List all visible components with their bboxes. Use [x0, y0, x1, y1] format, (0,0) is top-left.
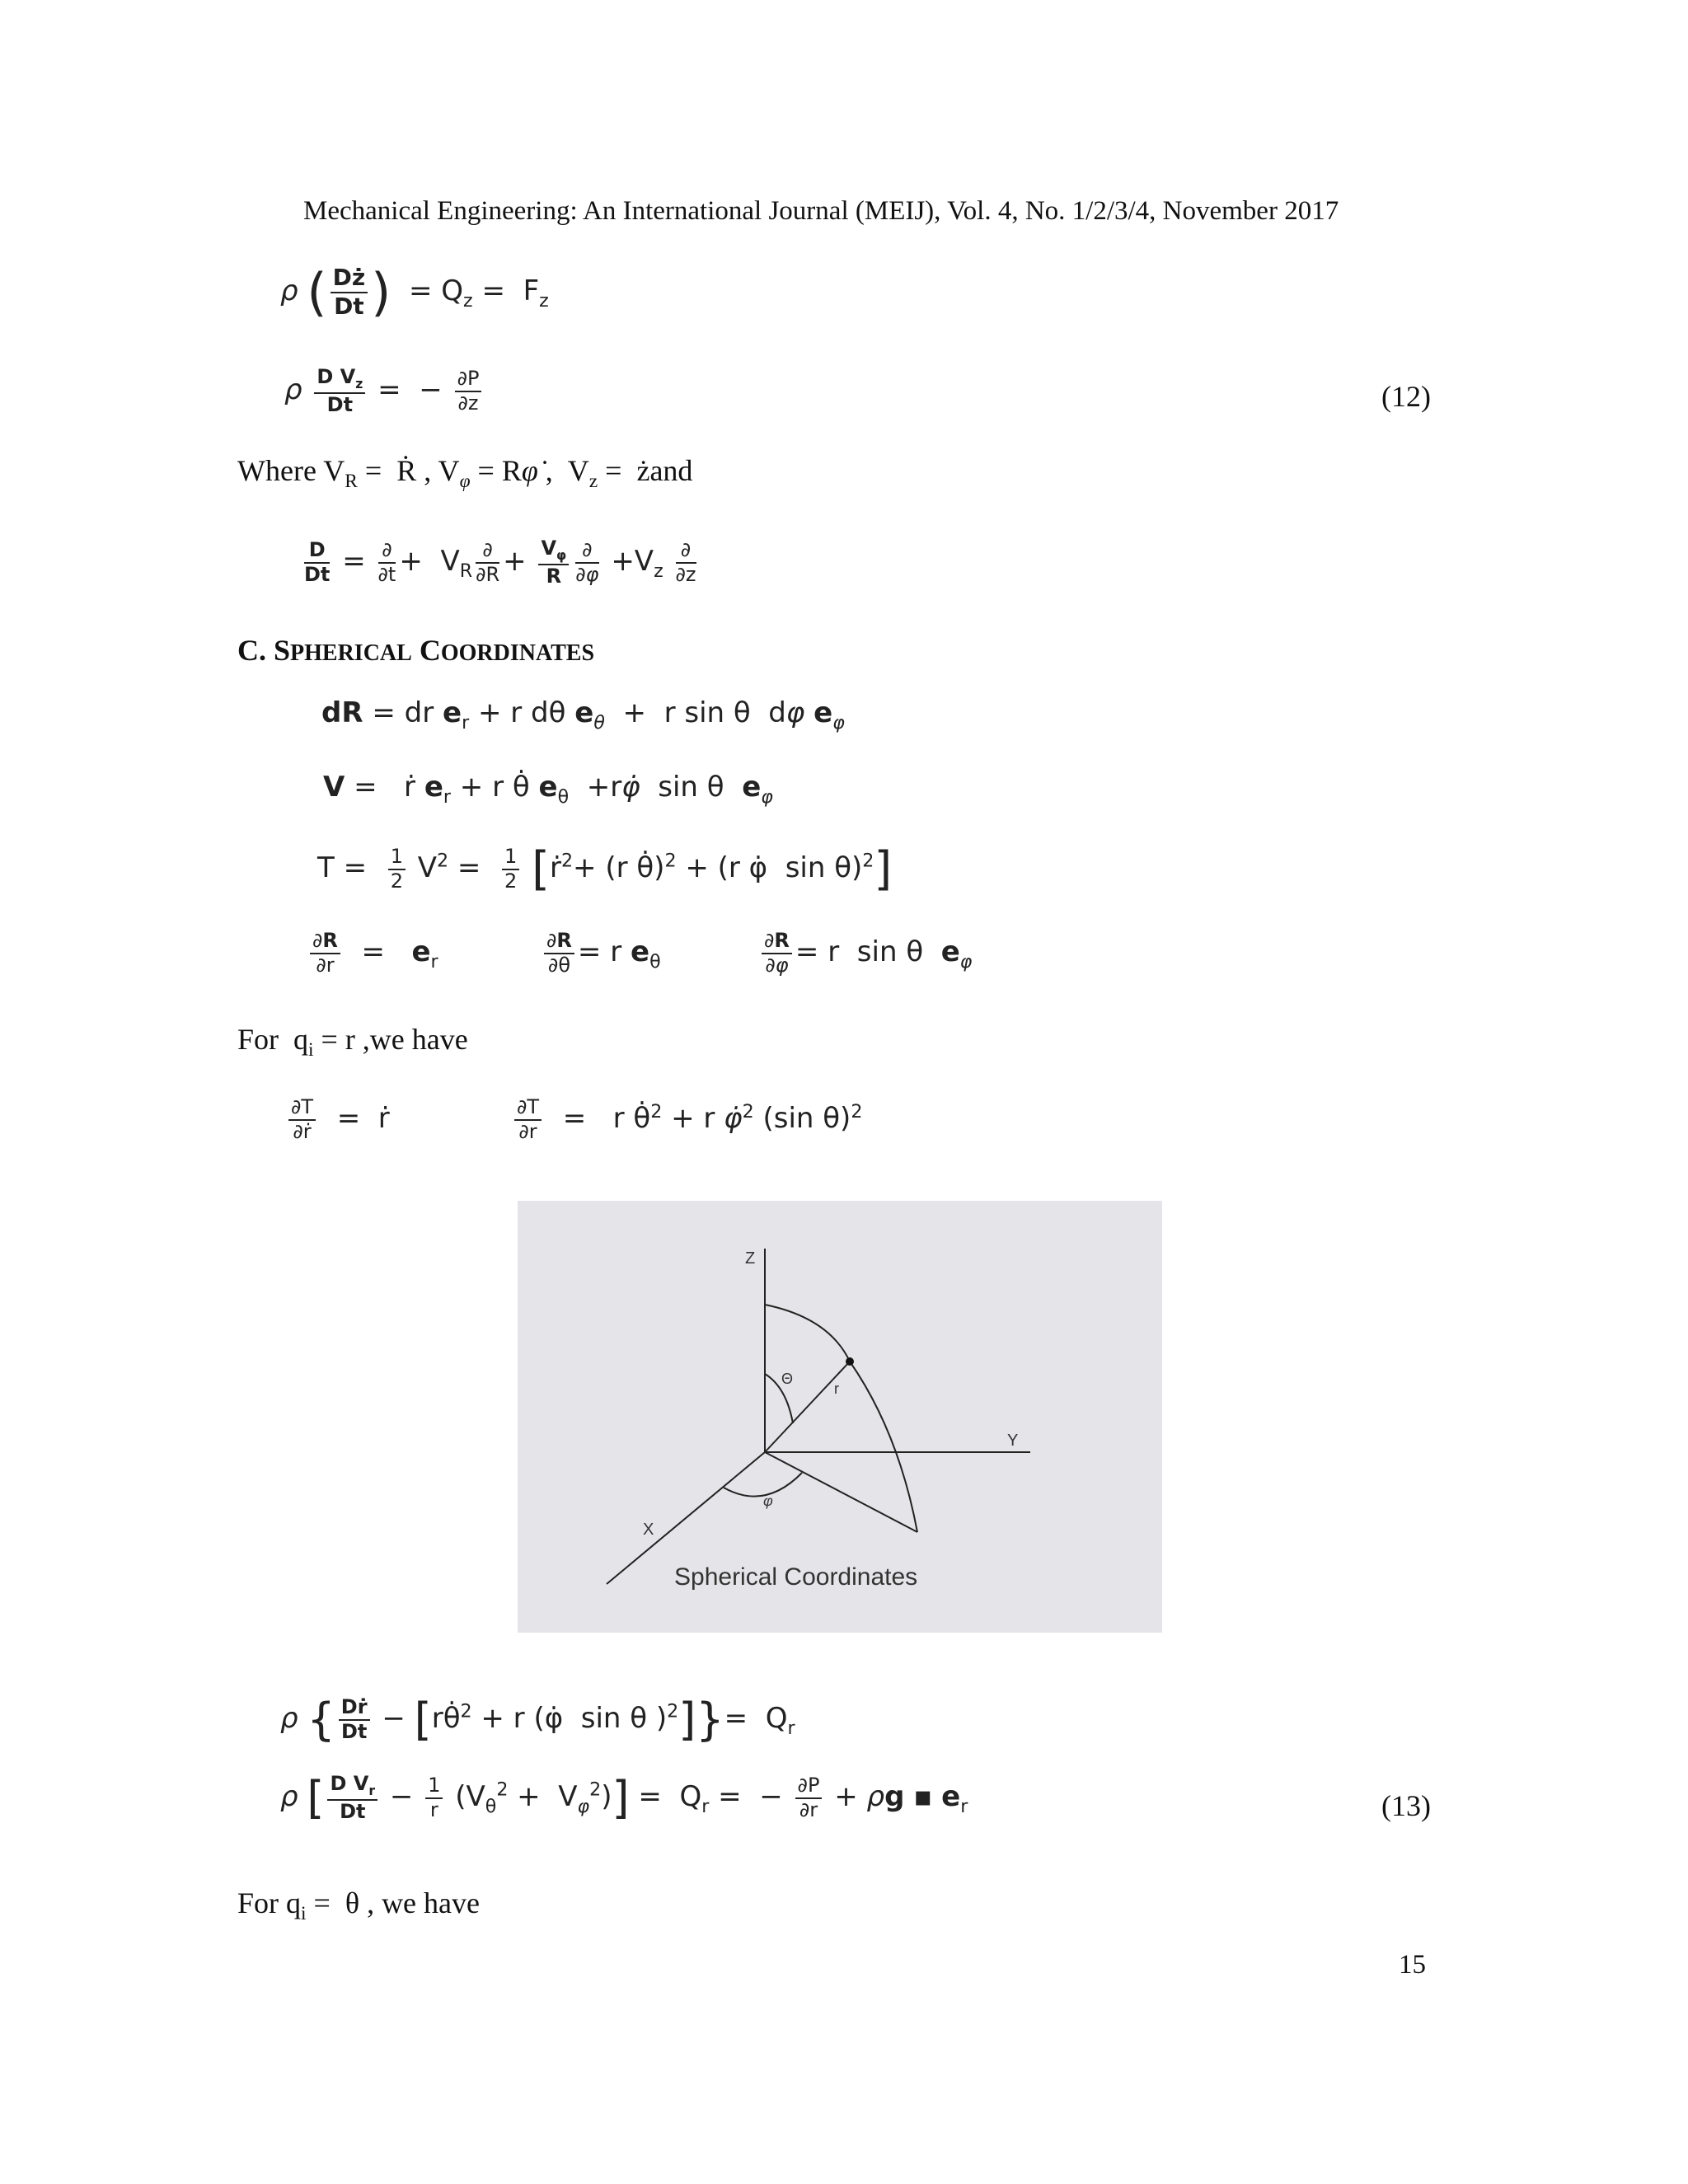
equation-partial-T-r: $\frac{\partial T}{\partial r}$ = r θ̇$^2$ + r φ̇$^2$ (sin θ)$^2$: [511, 1096, 862, 1143]
equation-radial-momentum-1: ρ { $\frac{\text{Dṙ}}{Dt}$ − [rθ̇$^2$ + r (φ̇ sin θ )$^2]\}= Q_r$: [280, 1694, 795, 1746]
spherical-coordinates-figure: [518, 1201, 1162, 1633]
material-derivative-cylindrical: $\frac{D}{Dt}$ = $\frac{\partial}{\partial t}$ + $V_R$ $\frac{\partial}{\partial R}$ + $\frac{V_\varphi}{R}$ $\frac{\partial}{\partial\varphi}$ $+V_z$ $\frac{\partial}{\partial z}$: [304, 537, 696, 588]
for-qi-theta: For $q_i = \theta$ , we have: [237, 1886, 480, 1925]
equation-partial-R-r: $\frac{\partial R}{\partial r}$ = $e_r$: [307, 930, 438, 977]
equation-partial-R-theta: $\frac{\partial R}{\partial\theta}$ = r $e_\theta$: [541, 930, 661, 977]
phi-label: φ: [763, 1493, 773, 1509]
z-axis-label: Z: [745, 1249, 756, 1268]
sphere-arc: [765, 1305, 917, 1532]
equation-partial-R-phi: $\frac{\partial R}{\partial\varphi}$ = r sin θ $e_\varphi$: [758, 930, 972, 977]
equation-12: ρ $\frac{D V_z}{Dt}$ = − $\frac{\partial P}{\partial z}$: [284, 366, 485, 416]
x-axis-label: X: [643, 1521, 654, 1539]
equation-13: ρ [ $\frac{D V_r}{Dt}$ − $\frac{1}{r}$ $(V_\theta^2 + V_\varphi^2)] = Q_r$ = − $\frac{\partial P}{\partial r}$ + ρg ▪ $e_r$: [280, 1771, 968, 1824]
running-header: Mechanical Engineering: An International Journal (MEIJ), Vol. 4, No. 1/2/3/4, November 2017: [303, 196, 1339, 226]
for-qi-r: For $q_i = r$ ,we have: [237, 1023, 468, 1062]
equation-velocity: V = ṙ $e_r + r$ θ̇ $e_\theta$ +rφ̇ sin θ $e_\varphi$: [323, 771, 773, 808]
spherical-coordinates-diagram: [518, 1201, 1162, 1633]
where-definitions: Where $V_R$ = Ṙ , $V_\varphi$ = Rφ̇ , $V_z$ = żand: [237, 454, 693, 493]
equation-partial-T-rdot: $\frac{\partial T}{\text{∂ṙ}}$ = ṙ: [285, 1096, 390, 1143]
projection-line: [765, 1452, 917, 1532]
figure-caption: Spherical Coordinates: [674, 1563, 918, 1591]
equation-number-12: (12): [1381, 380, 1431, 413]
y-axis-label: Y: [1007, 1432, 1019, 1450]
point-marker: [846, 1357, 854, 1366]
section-heading: C. SPHERICAL COORDINATES: [237, 634, 595, 667]
radius-line: [765, 1361, 850, 1452]
equation-dR: dR = dr $e_r + r$ dθ $e_\theta + r$ sin θ dφ $e_\varphi$: [321, 696, 845, 733]
page-number: 15: [1399, 1950, 1426, 1980]
r-label: r: [834, 1380, 839, 1397]
equation-kinetic-energy: T = $\frac{1}{2}$ $V^2$ = $\frac{1}{2}$ [ṙ$^2$+ (r θ̇)$^2$ + (r φ̇ sin θ)$^2$]: [317, 842, 893, 896]
theta-label: Θ: [781, 1371, 794, 1387]
equation-z-momentum-1: ρ ( $\frac{Dż}{Dt}$ ) = $Q_z = F_z$: [280, 262, 549, 322]
equation-number-13: (13): [1381, 1789, 1431, 1822]
